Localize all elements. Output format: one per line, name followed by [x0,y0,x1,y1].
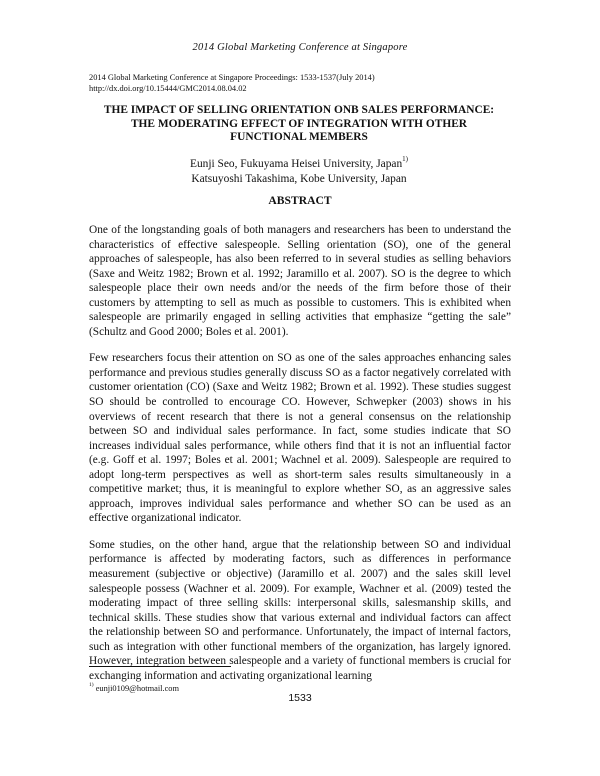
footnote-marker: 1) [402,155,408,163]
abstract-paragraph-2: Few researchers focus their attention on SO as one of the sales approaches enhancing sales performance and previous studies generally discuss SO as a factor negatively correlated with customer orientation (CO) (Saxe and Weitz 1982; Brown et al. 1992). These studies suggest SO should be controlled to encourage CO. However, Schwepker (2003) shows in his overviews of recent research that there is not a general consensus on the relationship between SO and individual sales performance. In fact, some studies indicate that SO increases individual sales performance, while others find that it is not an influential factor (e.g. Goff et al. 1997; Boles et al. 2001; Wachnel et al. 2009). Salespeople are required to adopt long-term perspectives as well as short-term sales results simultaneously in a competitive market; thus, it is meaningful to explore whether SO, as an aggressive sales approach, improves individual sales performance and whether SO can be used as an effective organizational indicator. [89,352,511,525]
abstract-body [89,223,511,695]
title-line-2: THE MODERATING EFFECT OF INTEGRATION WITH OTHER [130,117,468,130]
running-header: 2014 Global Marketing Conference at Singapore [192,42,408,53]
footnote-divider [89,666,231,667]
title-line-1: THE IMPACT OF SELLING ORIENTATION ONB SALES PERFORMANCE: [103,104,495,116]
abstract-paragraph-3: Some studies, on the other hand, argue that the relationship between SO and individual performance is affected by moderating factors, such as differences in performance measurement (subjective or objective) (Jaramillo et al. 2007) and the sales skill level salespeople possess (Wachner et al. 2009). For example, Wachner et al. (2009) tested the moderating impact of three selling skills: interpersonal skills, salesmanship skills, and technical skills. These studies show that various external and individual factors can affect the relationship between SO and performance. Unfortunately, the impact of internal factors, such as integration with other functional members of the organization, has largely ignored. However, integration between salespeople and a variety of functional members is crucial for exchanging information and activating organizational learning [89,538,511,682]
doi-link[interactable]: http://dx.doi.org/10.15444/GMC2014.08.04.02 [89,83,247,93]
abstract-paragraph-1: One of the longstanding goals of both managers and researchers has been to understand the characteristics of effective salespeople. Selling orientation (SO), one of the general approaches of salespeople, has also been referred to in several studies as selling behaviors (Saxe and Weitz 1982; Brown et al. 1992; Jaramillo et al. 2007). SO is the degree to which salespeople place their own needs and/or the needs of the firm before those of their customers by attempting to sell as much as possible to customers. This is exhibited when salespeople are primarily engaged in selling activities that emphasize “getting the sale” (Schultz and Good 2000; Boles et al. 2001). [89,224,511,338]
proceedings-info [89,73,509,94]
title-line-3: FUNCTIONAL MEMBERS [230,131,368,144]
proceedings-citation: 2014 Global Marketing Conference at Singapore Proceedings: 1533-1537(July 2014) [89,73,375,82]
author-1-text: Eunji Seo, Fukuyama Heisei University, Japan [189,157,403,170]
page-number: 1533 [288,692,312,704]
paper-title [89,104,509,145]
abstract-heading: ABSTRACT [268,194,332,207]
footnote-mark: 1) [89,682,94,688]
author-block [89,153,509,187]
footnote-email[interactable]: eunji0109@hotmail.com [95,683,179,693]
author-1 [89,153,509,172]
author-2: Katsuyoshi Takashima, Kobe University, Japan [191,172,407,185]
